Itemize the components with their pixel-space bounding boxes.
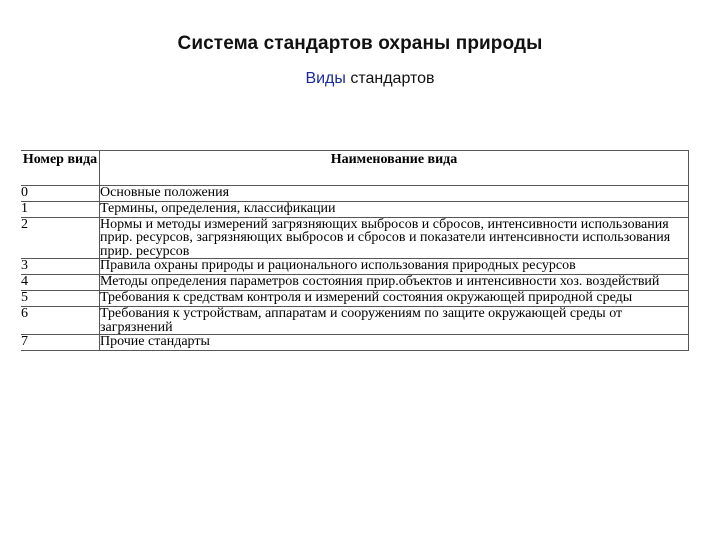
row-name: Основные положения (100, 186, 689, 202)
table-row (21, 307, 689, 335)
row-number: 1 (21, 202, 100, 218)
table-row (21, 275, 689, 291)
row-name: Нормы и методы измерений загрязняющих выбросов и сбросов, интенсивности использования прир. ресурсов, загрязняющих выбросов и сбросов и показатели интенсивности использования прир. ресурсов (100, 218, 689, 259)
row-name: Правила охраны природы и рационального использования природных ресурсов (100, 259, 689, 275)
row-name: Требования к устройствам, аппаратам и сооружениям по защите окружающей среды от загрязнений (100, 307, 689, 335)
table-row (21, 259, 689, 275)
header-name: Наименование вида (100, 151, 689, 186)
row-number: 3 (21, 259, 100, 275)
row-number: 7 (21, 335, 100, 351)
row-number: 0 (21, 186, 100, 202)
table-row (21, 202, 689, 218)
row-number: 6 (21, 307, 100, 335)
row-name: Прочие стандарты (100, 335, 689, 351)
row-number: 2 (21, 218, 100, 259)
table-header-row (21, 151, 689, 186)
row-name: Методы определения параметров состояния прир.объектов и интенсивности хоз. воздействий (100, 275, 689, 291)
row-number: 4 (21, 275, 100, 291)
header-number: Номер вида (21, 151, 100, 186)
table-row (21, 335, 689, 351)
standards-table (21, 150, 689, 351)
row-number: 5 (21, 291, 100, 307)
table-row (21, 186, 689, 202)
subtitle-accent: Виды (305, 70, 346, 87)
page-title: Система стандартов охраны природы (177, 33, 543, 54)
row-name: Требования к средствам контроля и измерений состояния окружающей природной среды (100, 291, 689, 307)
subtitle-rest: стандартов (345, 70, 435, 87)
table-row (21, 291, 689, 307)
row-name: Термины, определения, классификации (100, 202, 689, 218)
subtitle (250, 70, 490, 88)
table-row (21, 218, 689, 259)
